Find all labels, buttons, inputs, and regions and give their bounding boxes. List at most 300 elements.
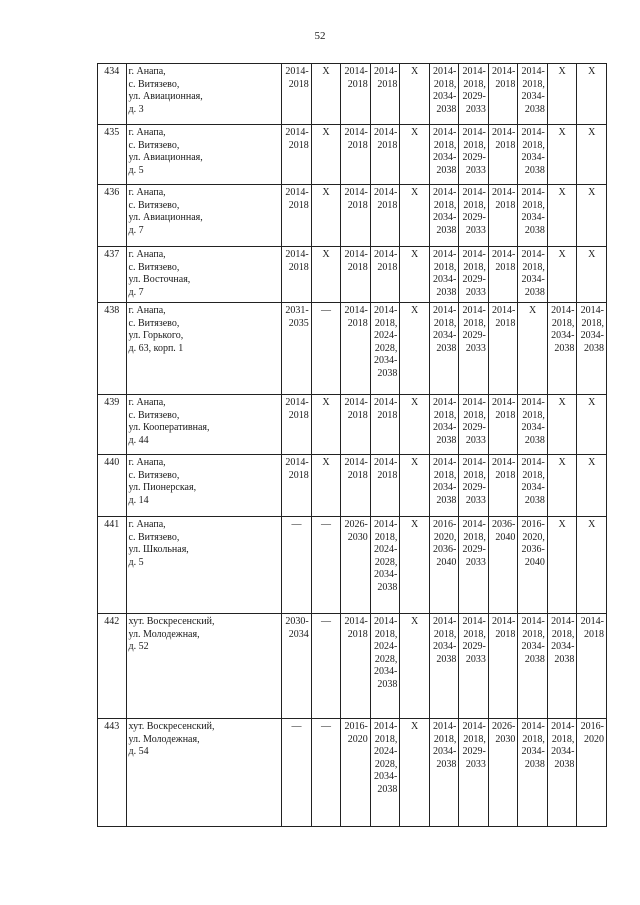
cell-line: Х — [410, 305, 419, 316]
cell-line: 2018 — [495, 261, 516, 273]
cell-line: 2038 — [524, 653, 545, 665]
cell-line: 2018, — [522, 733, 545, 745]
cell-line: 2018, — [463, 409, 486, 421]
period-cell — [282, 64, 312, 125]
address-line: ул. Пионерская, — [128, 482, 197, 493]
not-applicable-cell — [547, 455, 577, 517]
cell-line: Х — [322, 397, 330, 408]
period-cell — [518, 517, 548, 614]
table-row — [98, 614, 607, 719]
cell-line: 2038 — [436, 224, 457, 236]
cell-line: 2016- — [580, 721, 604, 732]
not-applicable-cell — [547, 64, 577, 125]
cell-line: 2033 — [465, 342, 486, 354]
period-cell — [370, 395, 400, 455]
period-cell — [429, 395, 459, 455]
cell-line: 2018, — [551, 628, 575, 640]
cell-line: 2018 — [377, 199, 398, 211]
table-row — [98, 303, 607, 395]
period-cell — [429, 185, 459, 247]
cell-line: Х — [588, 187, 596, 198]
address-line: г. Анапа, — [128, 249, 166, 260]
cell-line: 2014- — [344, 397, 368, 408]
period-cell — [282, 125, 312, 185]
cell-line: 2033 — [465, 224, 486, 236]
address-cell — [126, 303, 282, 395]
cell-line: 2018, — [463, 78, 486, 90]
cell-line: 2014- — [492, 457, 516, 468]
not-applicable-cell — [311, 395, 341, 455]
cell-line: 2018 — [495, 78, 516, 90]
cell-line: 2020, — [522, 531, 545, 543]
cell-line: 2018 — [377, 261, 398, 273]
cell-line: 2038 — [377, 367, 398, 379]
address-cell — [126, 517, 282, 614]
cell-line: 2038 — [524, 758, 545, 770]
cell-line: 2026- — [344, 519, 368, 530]
table-row — [98, 247, 607, 303]
cell-line: 2018 — [584, 628, 604, 640]
cell-line: 2034- — [521, 274, 545, 285]
period-cell — [459, 614, 489, 719]
cell-line: 2038 — [524, 224, 545, 236]
cell-line: 2034- — [373, 666, 398, 677]
cell-line: 2014- — [462, 187, 486, 198]
not-applicable-cell — [400, 614, 430, 719]
not-applicable-cell — [400, 64, 430, 125]
period-cell — [547, 719, 577, 827]
cell-line: 2038 — [554, 758, 575, 770]
cell-line: 2038 — [436, 494, 457, 506]
cell-line: Х — [322, 187, 330, 198]
cell-line: 2014- — [580, 305, 604, 316]
cell-line: Х — [410, 457, 419, 468]
cell-line: 2018, — [522, 139, 545, 151]
cell-line: Х — [410, 519, 419, 530]
cell-line: 2028, — [374, 653, 398, 665]
not-applicable-cell — [400, 719, 430, 827]
period-cell — [429, 455, 459, 517]
cell-line: 2018 — [347, 317, 368, 329]
cell-line: 2034- — [373, 771, 398, 782]
table-row — [98, 395, 607, 455]
cell-line: 2038 — [524, 434, 545, 446]
cell-line: Х — [588, 127, 596, 138]
period-cell — [488, 614, 518, 719]
period-cell — [488, 247, 518, 303]
cell-line: 2014- — [521, 127, 545, 138]
period-cell — [341, 64, 371, 125]
cell-line: 2018, — [522, 409, 545, 421]
cell-line: Х — [558, 249, 566, 260]
cell-line: Х — [410, 397, 419, 408]
cell-line: 2024- — [373, 746, 398, 757]
not-applicable-cell — [518, 303, 548, 395]
cell-line: 2034- — [433, 212, 457, 223]
cell-line: Х — [322, 457, 330, 468]
cell-line: 2014- — [492, 127, 516, 138]
cell-line: 2018, — [463, 733, 486, 745]
period-cell — [370, 185, 400, 247]
cell-line: 2014- — [521, 721, 545, 732]
cell-line: 2030 — [347, 531, 368, 543]
cell-line: 2014- — [521, 457, 545, 468]
table-row — [98, 455, 607, 517]
cell-line: 2014- — [373, 66, 398, 77]
period-cell — [370, 247, 400, 303]
cell-line: — — [321, 305, 332, 316]
period-cell — [341, 517, 371, 614]
period-cell — [429, 125, 459, 185]
cell-line: 2034- — [551, 330, 575, 341]
cell-line: 2014- — [551, 616, 575, 627]
table-row — [98, 185, 607, 247]
cell-line: 2018, — [433, 469, 457, 481]
cell-line: 2014- — [344, 457, 368, 468]
cell-line: 2014- — [521, 187, 545, 198]
address-line: хут. Воскресенский, — [128, 721, 215, 732]
address-line: г. Анапа, — [128, 66, 166, 77]
not-applicable-cell — [311, 125, 341, 185]
cell-line: 2014- — [521, 66, 545, 77]
cell-line: 2034 — [288, 628, 309, 640]
cell-line: 2018, — [522, 78, 545, 90]
cell-line: 2014- — [373, 616, 398, 627]
cell-line: 2014- — [373, 457, 398, 468]
cell-line: 2018 — [347, 261, 368, 273]
not-applicable-cell — [311, 64, 341, 125]
cell-line: 2034- — [433, 422, 457, 433]
cell-line: 2040 — [436, 556, 457, 568]
period-cell — [282, 614, 312, 719]
address-cell — [126, 719, 282, 827]
not-applicable-cell — [400, 395, 430, 455]
cell-line: 2014- — [492, 66, 516, 77]
address-line: ул. Молодежная, — [128, 628, 200, 640]
address-line: д. 63, корп. 1 — [128, 342, 184, 354]
period-cell — [429, 64, 459, 125]
cell-line: 2033 — [465, 494, 486, 506]
address-line: г. Анапа, — [128, 187, 166, 198]
address-line: с. Витязево, — [128, 78, 180, 90]
row-number: 439 — [98, 395, 127, 455]
not-applicable-cell — [577, 455, 607, 517]
cell-line: 2014- — [373, 397, 398, 408]
schedule-table — [97, 63, 607, 827]
period-cell — [459, 517, 489, 614]
period-cell — [459, 125, 489, 185]
cell-line: 2018, — [433, 317, 457, 329]
cell-line: 2014- — [344, 249, 368, 260]
cell-line: Х — [410, 721, 419, 732]
period-cell — [488, 455, 518, 517]
cell-line: 2014- — [433, 66, 457, 77]
cell-line: 2018, — [522, 469, 545, 481]
period-cell — [459, 64, 489, 125]
cell-line: 2018, — [551, 317, 575, 329]
not-applicable-cell — [400, 185, 430, 247]
cell-line: 2033 — [465, 434, 486, 446]
address-line: ул. Авиационная, — [128, 152, 203, 163]
cell-line: Х — [410, 616, 419, 627]
cell-line: 2014- — [373, 305, 398, 316]
cell-line: 2020 — [584, 733, 604, 745]
cell-line: 2014- — [492, 187, 516, 198]
cell-line: 2034- — [521, 482, 545, 493]
address-line: г. Анапа, — [128, 127, 166, 138]
cell-line: 2018 — [288, 469, 309, 481]
cell-line: 2016- — [521, 519, 545, 530]
period-cell — [577, 719, 607, 827]
cell-line: 2029- — [462, 91, 486, 102]
period-cell — [429, 247, 459, 303]
cell-line: 2014- — [492, 305, 516, 316]
cell-line: 2018, — [433, 261, 457, 273]
cell-line: 2029- — [462, 152, 486, 163]
cell-line: 2014- — [373, 127, 398, 138]
cell-line: 2040 — [524, 556, 545, 568]
cell-line: 2034- — [433, 330, 457, 341]
cell-line: — — [291, 721, 302, 732]
cell-line: 2018 — [347, 628, 368, 640]
cell-line: 2014- — [373, 249, 398, 260]
period-cell — [370, 64, 400, 125]
cell-line: 2018 — [377, 78, 398, 90]
empty-dash-cell — [311, 719, 341, 827]
cell-line: 2034- — [521, 152, 545, 163]
not-applicable-cell — [400, 125, 430, 185]
cell-line: 2034- — [580, 330, 604, 341]
address-line: с. Витязево, — [128, 469, 180, 481]
cell-line: 2024- — [373, 641, 398, 652]
cell-line: 2033 — [465, 286, 486, 298]
cell-line: 2018, — [463, 261, 486, 273]
cell-line: 2014- — [521, 397, 545, 408]
address-line: с. Витязево, — [128, 139, 180, 151]
cell-line: 2018 — [288, 261, 309, 273]
cell-line: 2014- — [344, 305, 368, 316]
address-line: ул. Кооперативная, — [128, 422, 210, 433]
address-line: д. 5 — [128, 556, 144, 568]
cell-line: Х — [588, 457, 596, 468]
cell-line: 2038 — [436, 758, 457, 770]
period-cell — [282, 303, 312, 395]
cell-line: 2034- — [551, 641, 575, 652]
cell-line: 2033 — [465, 758, 486, 770]
address-cell — [126, 64, 282, 125]
address-line: д. 54 — [128, 746, 149, 757]
address-cell — [126, 395, 282, 455]
period-cell — [429, 303, 459, 395]
cell-line: 2014- — [551, 305, 575, 316]
cell-line: Х — [588, 397, 596, 408]
cell-line: 2029- — [462, 482, 486, 493]
cell-line: 2018, — [374, 317, 398, 329]
cell-line: 2030- — [285, 616, 309, 627]
period-cell — [518, 247, 548, 303]
row-number: 443 — [98, 719, 127, 827]
period-cell — [282, 185, 312, 247]
cell-line: 2033 — [465, 103, 486, 115]
not-applicable-cell — [400, 247, 430, 303]
cell-line: 2038 — [436, 164, 457, 176]
cell-line: 2014- — [433, 249, 457, 260]
cell-line: 2016- — [344, 721, 368, 732]
cell-line: 2018, — [463, 628, 486, 640]
address-line: г. Анапа, — [128, 457, 166, 468]
cell-line: Х — [558, 187, 566, 198]
cell-line: 2014- — [285, 187, 309, 198]
cell-line: 2014- — [462, 66, 486, 77]
cell-line: 2014- — [462, 397, 486, 408]
not-applicable-cell — [577, 517, 607, 614]
cell-line: 2018 — [347, 199, 368, 211]
period-cell — [429, 517, 459, 614]
cell-line: 2038 — [377, 581, 398, 593]
cell-line: 2014- — [285, 249, 309, 260]
cell-line: 2014- — [462, 616, 486, 627]
cell-line: 2030 — [495, 733, 516, 745]
period-cell — [547, 303, 577, 395]
cell-line: 2028, — [374, 556, 398, 568]
cell-line: 2014- — [462, 721, 486, 732]
cell-line: 2038 — [524, 494, 545, 506]
period-cell — [488, 125, 518, 185]
cell-line: 2014- — [285, 66, 309, 77]
not-applicable-cell — [400, 517, 430, 614]
cell-line: 2014- — [433, 616, 457, 627]
empty-dash-cell — [282, 517, 312, 614]
cell-line: Х — [410, 66, 419, 77]
cell-line: 2018, — [551, 733, 575, 745]
period-cell — [429, 614, 459, 719]
address-line: с. Витязево, — [128, 409, 180, 421]
row-number: 435 — [98, 125, 127, 185]
cell-line: 2014- — [433, 187, 457, 198]
period-cell — [341, 455, 371, 517]
cell-line: 2036- — [521, 544, 545, 555]
cell-line: 2018, — [463, 199, 486, 211]
address-line: д. 7 — [128, 224, 144, 236]
cell-line: 2034- — [433, 746, 457, 757]
cell-line: Х — [558, 519, 566, 530]
cell-line: 2018, — [433, 409, 457, 421]
cell-line: 2038 — [524, 286, 545, 298]
cell-line: 2014- — [492, 397, 516, 408]
cell-line: 2018 — [495, 139, 516, 151]
cell-line: 2018 — [377, 409, 398, 421]
not-applicable-cell — [311, 185, 341, 247]
cell-line: 2038 — [436, 342, 457, 354]
cell-line: 2031- — [285, 305, 309, 316]
cell-line: 2034- — [551, 746, 575, 757]
address-line: д. 52 — [128, 641, 149, 652]
not-applicable-cell — [577, 247, 607, 303]
cell-line: 2038 — [436, 434, 457, 446]
address-line: ул. Восточная, — [128, 274, 191, 285]
cell-line: 2018 — [288, 78, 309, 90]
cell-line: 2018, — [581, 317, 604, 329]
cell-line: 2014- — [492, 249, 516, 260]
cell-line: 2014- — [344, 127, 368, 138]
cell-line: 2014- — [462, 457, 486, 468]
cell-line: 2033 — [465, 556, 486, 568]
cell-line: 2034- — [433, 152, 457, 163]
period-cell — [282, 455, 312, 517]
cell-line: 2014- — [373, 187, 398, 198]
cell-line: 2014- — [373, 721, 398, 732]
cell-line: Х — [558, 127, 566, 138]
cell-line: 2033 — [465, 164, 486, 176]
period-cell — [341, 395, 371, 455]
period-cell — [518, 455, 548, 517]
cell-line: 2034- — [433, 482, 457, 493]
cell-line: 2014- — [433, 721, 457, 732]
not-applicable-cell — [577, 125, 607, 185]
cell-line: 2014- — [433, 305, 457, 316]
empty-dash-cell — [311, 614, 341, 719]
address-line: д. 5 — [128, 164, 144, 176]
cell-line: 2036- — [492, 519, 516, 530]
not-applicable-cell — [547, 185, 577, 247]
cell-line: 2014- — [285, 457, 309, 468]
cell-line: Х — [558, 457, 566, 468]
empty-dash-cell — [311, 303, 341, 395]
period-cell — [518, 614, 548, 719]
cell-line: 2029- — [462, 641, 486, 652]
address-line: г. Анапа, — [128, 397, 166, 408]
period-cell — [459, 455, 489, 517]
row-number: 442 — [98, 614, 127, 719]
not-applicable-cell — [547, 125, 577, 185]
cell-line: 2034- — [521, 422, 545, 433]
period-cell — [370, 719, 400, 827]
cell-line: 2018, — [433, 78, 457, 90]
period-cell — [547, 614, 577, 719]
address-line: с. Витязево, — [128, 199, 180, 211]
period-cell — [341, 247, 371, 303]
not-applicable-cell — [577, 64, 607, 125]
cell-line: 2018, — [463, 317, 486, 329]
cell-line: 2016- — [433, 519, 457, 530]
cell-line: 2034- — [373, 355, 398, 366]
cell-line: 2018, — [374, 531, 398, 543]
not-applicable-cell — [311, 455, 341, 517]
cell-line: 2014- — [462, 519, 486, 530]
cell-line: 2018 — [495, 199, 516, 211]
cell-line: 2038 — [436, 653, 457, 665]
cell-line: Х — [588, 519, 596, 530]
cell-line: 2038 — [377, 783, 398, 795]
row-number: 436 — [98, 185, 127, 247]
period-cell — [341, 303, 371, 395]
table-row — [98, 125, 607, 185]
cell-line: 2014- — [344, 187, 368, 198]
period-cell — [488, 719, 518, 827]
cell-line: 2018, — [522, 628, 545, 640]
cell-line: Х — [588, 66, 596, 77]
cell-line: 2024- — [373, 330, 398, 341]
cell-line: 2034- — [521, 212, 545, 223]
address-cell — [126, 125, 282, 185]
cell-line: 2018, — [433, 139, 457, 151]
cell-line: Х — [322, 127, 330, 138]
period-cell — [370, 517, 400, 614]
cell-line: Х — [558, 397, 566, 408]
cell-line: 2038 — [554, 342, 575, 354]
address-line: ул. Авиационная, — [128, 212, 203, 223]
table-row — [98, 64, 607, 125]
